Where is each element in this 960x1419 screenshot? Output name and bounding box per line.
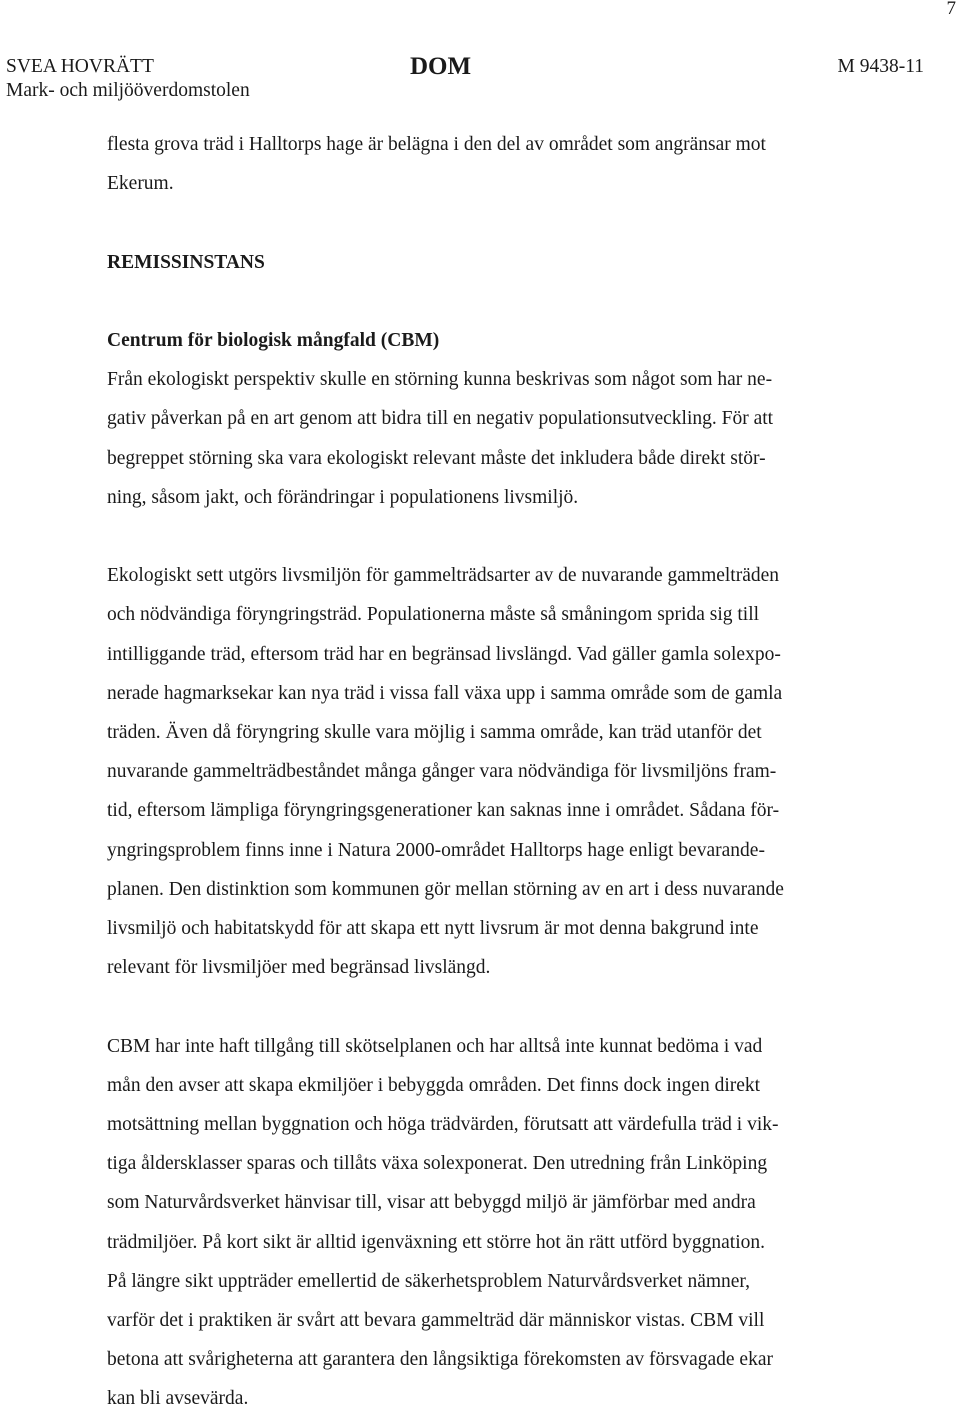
text-line: CBM har inte haft tillgång till skötselplanen och har alltså inte kunnat bedöma i vad — [107, 1035, 763, 1057]
paragraph-3 — [107, 1027, 897, 1419]
text-line: Ekologiskt sett utgörs livsmiljön för gammelträdsarter av de nuvarande gammelträden — [107, 565, 780, 587]
text-line: livsmiljö och habitatskydd för att skapa ett nytt livsrum är mot denna bakgrund inte — [107, 918, 759, 940]
text-line: betona att svårigheterna att garantera den långsiktiga förekomsten av försvagade ekar — [107, 1349, 773, 1371]
document-body — [107, 125, 897, 1419]
text-line: Från ekologiskt perspektiv skulle en störning kunna beskrivas som något som har ne- — [107, 369, 773, 391]
text-line: relevant för livsmiljöer med begränsad livslängd. — [107, 957, 491, 979]
court-block — [6, 55, 250, 103]
court-name: SVEA HOVRÄTT — [6, 56, 154, 77]
section-heading: REMISSINSTANS — [107, 251, 265, 273]
text-line: kan bli avsevärda. — [107, 1388, 249, 1410]
text-line: flesta grova träd i Halltorps hage är belägna i den del av området som angränsar mot — [107, 134, 766, 155]
text-line: gativ påverkan på en art genom att bidra till en negativ populationsutveckling. För att — [107, 408, 774, 430]
subheading: Centrum för biologisk mångfald (CBM) — [107, 329, 440, 351]
text-line: begreppet störning ska vara ekologiskt relevant måste det inkludera både direkt stör- — [107, 447, 766, 469]
text-line: som Naturvårdsverket hänvisar till, visar att bebyggd miljö är jämförbar med andra — [107, 1192, 756, 1214]
text-line: motsättning mellan byggnation och höga trädvärden, förutsatt att värdefulla träd i vik- — [107, 1114, 779, 1136]
text-line: trädmiljöer. På kort sikt är alltid igenväxning ett större hot än rätt utförd byggnation. — [107, 1231, 765, 1253]
text-line: tid, eftersom lämpliga föryngringsgenerationer kan saknas inne i området. Sådana för- — [107, 800, 780, 822]
text-line: varför det i praktiken är svårt att bevara gammelträd där människor vistas. CBM vill — [107, 1310, 765, 1332]
text-line: mån den avser att skapa ekmiljöer i bebyggda områden. Det finns dock ingen direkt — [107, 1074, 761, 1096]
text-line: nuvarande gammelträdbeståndet många gånger vara nödvändiga för livsmiljöns fram- — [107, 761, 777, 783]
page-number: 7 — [946, 0, 956, 19]
paragraph-2 — [107, 556, 897, 987]
text-line: tiga åldersklasser sparas och tillåts växa solexponerat. Den utredning från Linköping — [107, 1153, 768, 1175]
text-line: ning, såsom jakt, och förändringar i populationens livsmiljö. — [107, 486, 579, 508]
court-division: Mark- och miljööverdomstolen — [6, 80, 250, 101]
intro-paragraph — [107, 125, 897, 203]
text-line: och nödvändiga föryngringsträd. Populationerna måste så småningom sprida sig till — [107, 604, 760, 626]
case-number: M 9438-11 — [837, 56, 924, 77]
text-line: planen. Den distinktion som kommunen gör mellan störning av en art i dess nuvarande — [107, 878, 784, 900]
text-line: nerade hagmarksekar kan nya träd i vissa fall växa upp i samma område som de gamla — [107, 682, 783, 704]
text-line: Ekerum. — [107, 173, 174, 195]
text-line: På längre sikt uppträder emellertid de säkerhetsproblem Naturvårdsverket nämner, — [107, 1270, 751, 1292]
document-type: DOM — [410, 53, 472, 80]
text-line: intilliggande träd, eftersom träd har en begränsad livslängd. Vad gäller gamla solexpo- — [107, 643, 781, 665]
document-header — [6, 55, 924, 105]
paragraph-1 — [107, 360, 897, 517]
text-line: träden. Även då föryngring skulle vara möjlig i samma område, kan träd utanför det — [107, 722, 762, 743]
text-line: yngringsproblem finns inne i Natura 2000-området Halltorps hage enligt bevarande- — [107, 839, 765, 861]
